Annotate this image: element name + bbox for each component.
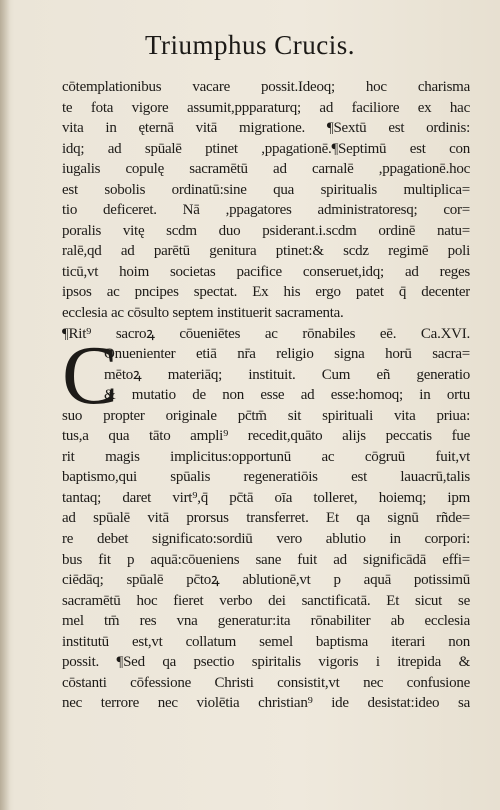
text-line: iugalis copulę sacramētū ad carnalē ,ppagationē.hoc bbox=[62, 161, 470, 178]
gutter-shadow bbox=[0, 0, 10, 810]
text-line: nec terrore nec violētia christian⁹ ide desistat:ideo sa bbox=[62, 695, 470, 712]
text-line: mel tm̄ res vna generatur:ita rōnabiliter ab ecclesia bbox=[62, 613, 470, 630]
text-line: cōtemplationibus vacare possit.Ideoq; hoc charisma bbox=[62, 79, 470, 95]
text-line: poralis vitę scdm duo psiderant.i.scdm ordinē natu= bbox=[62, 222, 470, 239]
text-line: mētoꝝ materiāq; instituit. Cum eñ generatio bbox=[104, 366, 470, 383]
text-line: Onuenienter etiā nr̄a religio signa horū sacra= bbox=[104, 346, 470, 363]
text-line: ralē,qd ad parētū genitura ptinet:& scdz regimē poli bbox=[62, 243, 470, 260]
text-line: ecclesia ac cōsulto septem instituerit sacramenta. bbox=[62, 305, 344, 322]
text-line: tus,a qua tāto ampli⁹ recedit,quāto alijs peccatis fue bbox=[62, 428, 470, 445]
chapter-heading: ¶Rit⁹ sacroꝝ cōueniētes ac rōnabiles eē. Ca.XVI. bbox=[62, 325, 470, 342]
text-line: re debet significato:sordiū vero ablutio in corpori: bbox=[62, 531, 470, 548]
text-line: sacramētū hoc fieret verbo dei sanctificatā. Et sicut se bbox=[62, 592, 470, 609]
text-line: tantaq; daret virt⁹,q̄ pc̄tā oīa tolleret, hoiemq; ipm bbox=[62, 489, 470, 506]
text-line: rit magis implicitus:opportunū ac cōgruū fuit,vt bbox=[62, 448, 470, 465]
text-line: baptismo,qui spūalis regeneratiōis est lauacrū,talis bbox=[62, 469, 470, 486]
text-line: ipsos ac pncipes spectat. Ex his ergo patet q̄ decenter bbox=[62, 284, 470, 301]
running-head: Triumphus Crucis. bbox=[144, 30, 356, 60]
text-line: idq; ad spūalē ptinet ,ppagationē.¶Septimū est con bbox=[62, 140, 470, 157]
text-line: & mutatio de non esse ad esse:homoq; in ortu bbox=[104, 387, 470, 404]
text-line: cōstanti cōfessione Christi consistit,vt nec confusione bbox=[62, 674, 470, 691]
text-line: ticū,vt hoim societas pacifice conseruet,idq; ad reges bbox=[62, 263, 470, 280]
text-line: possit. ¶Sed qa psectio spiritalis vigoris i itrepida & bbox=[62, 654, 470, 671]
text-line: bus fit p aquā:cōueniens sane fuit ad significādā effi= bbox=[62, 551, 470, 568]
text-line: est sobolis ordinatū:sine qua spiritualis multiplica= bbox=[62, 181, 470, 198]
text-line: tio deficeret. Nā ,ppagatores administratoresq; cor= bbox=[62, 202, 470, 219]
text-line: institutū est,vt collatum semel baptisma iterari non bbox=[62, 633, 470, 650]
drop-capital: C bbox=[62, 329, 119, 422]
text-line: suo propter originale pc̄tm̄ sit spirituali vita priua: bbox=[62, 407, 470, 424]
text-block bbox=[62, 77, 470, 714]
text-line: vita in ęternā vitā migratione. ¶Sextū est ordinis: bbox=[62, 120, 470, 137]
text-line: ciēdāq; spūalē pc̄toꝝ ablutionē,vt p aquā potissimū bbox=[62, 572, 470, 589]
text-line: ad spūalē vitā prorsus transferret. Et qa signū rñde= bbox=[62, 510, 470, 527]
text-line: te fota vigore assumit,ppparaturq; ad faciliore ex hac bbox=[62, 99, 470, 116]
